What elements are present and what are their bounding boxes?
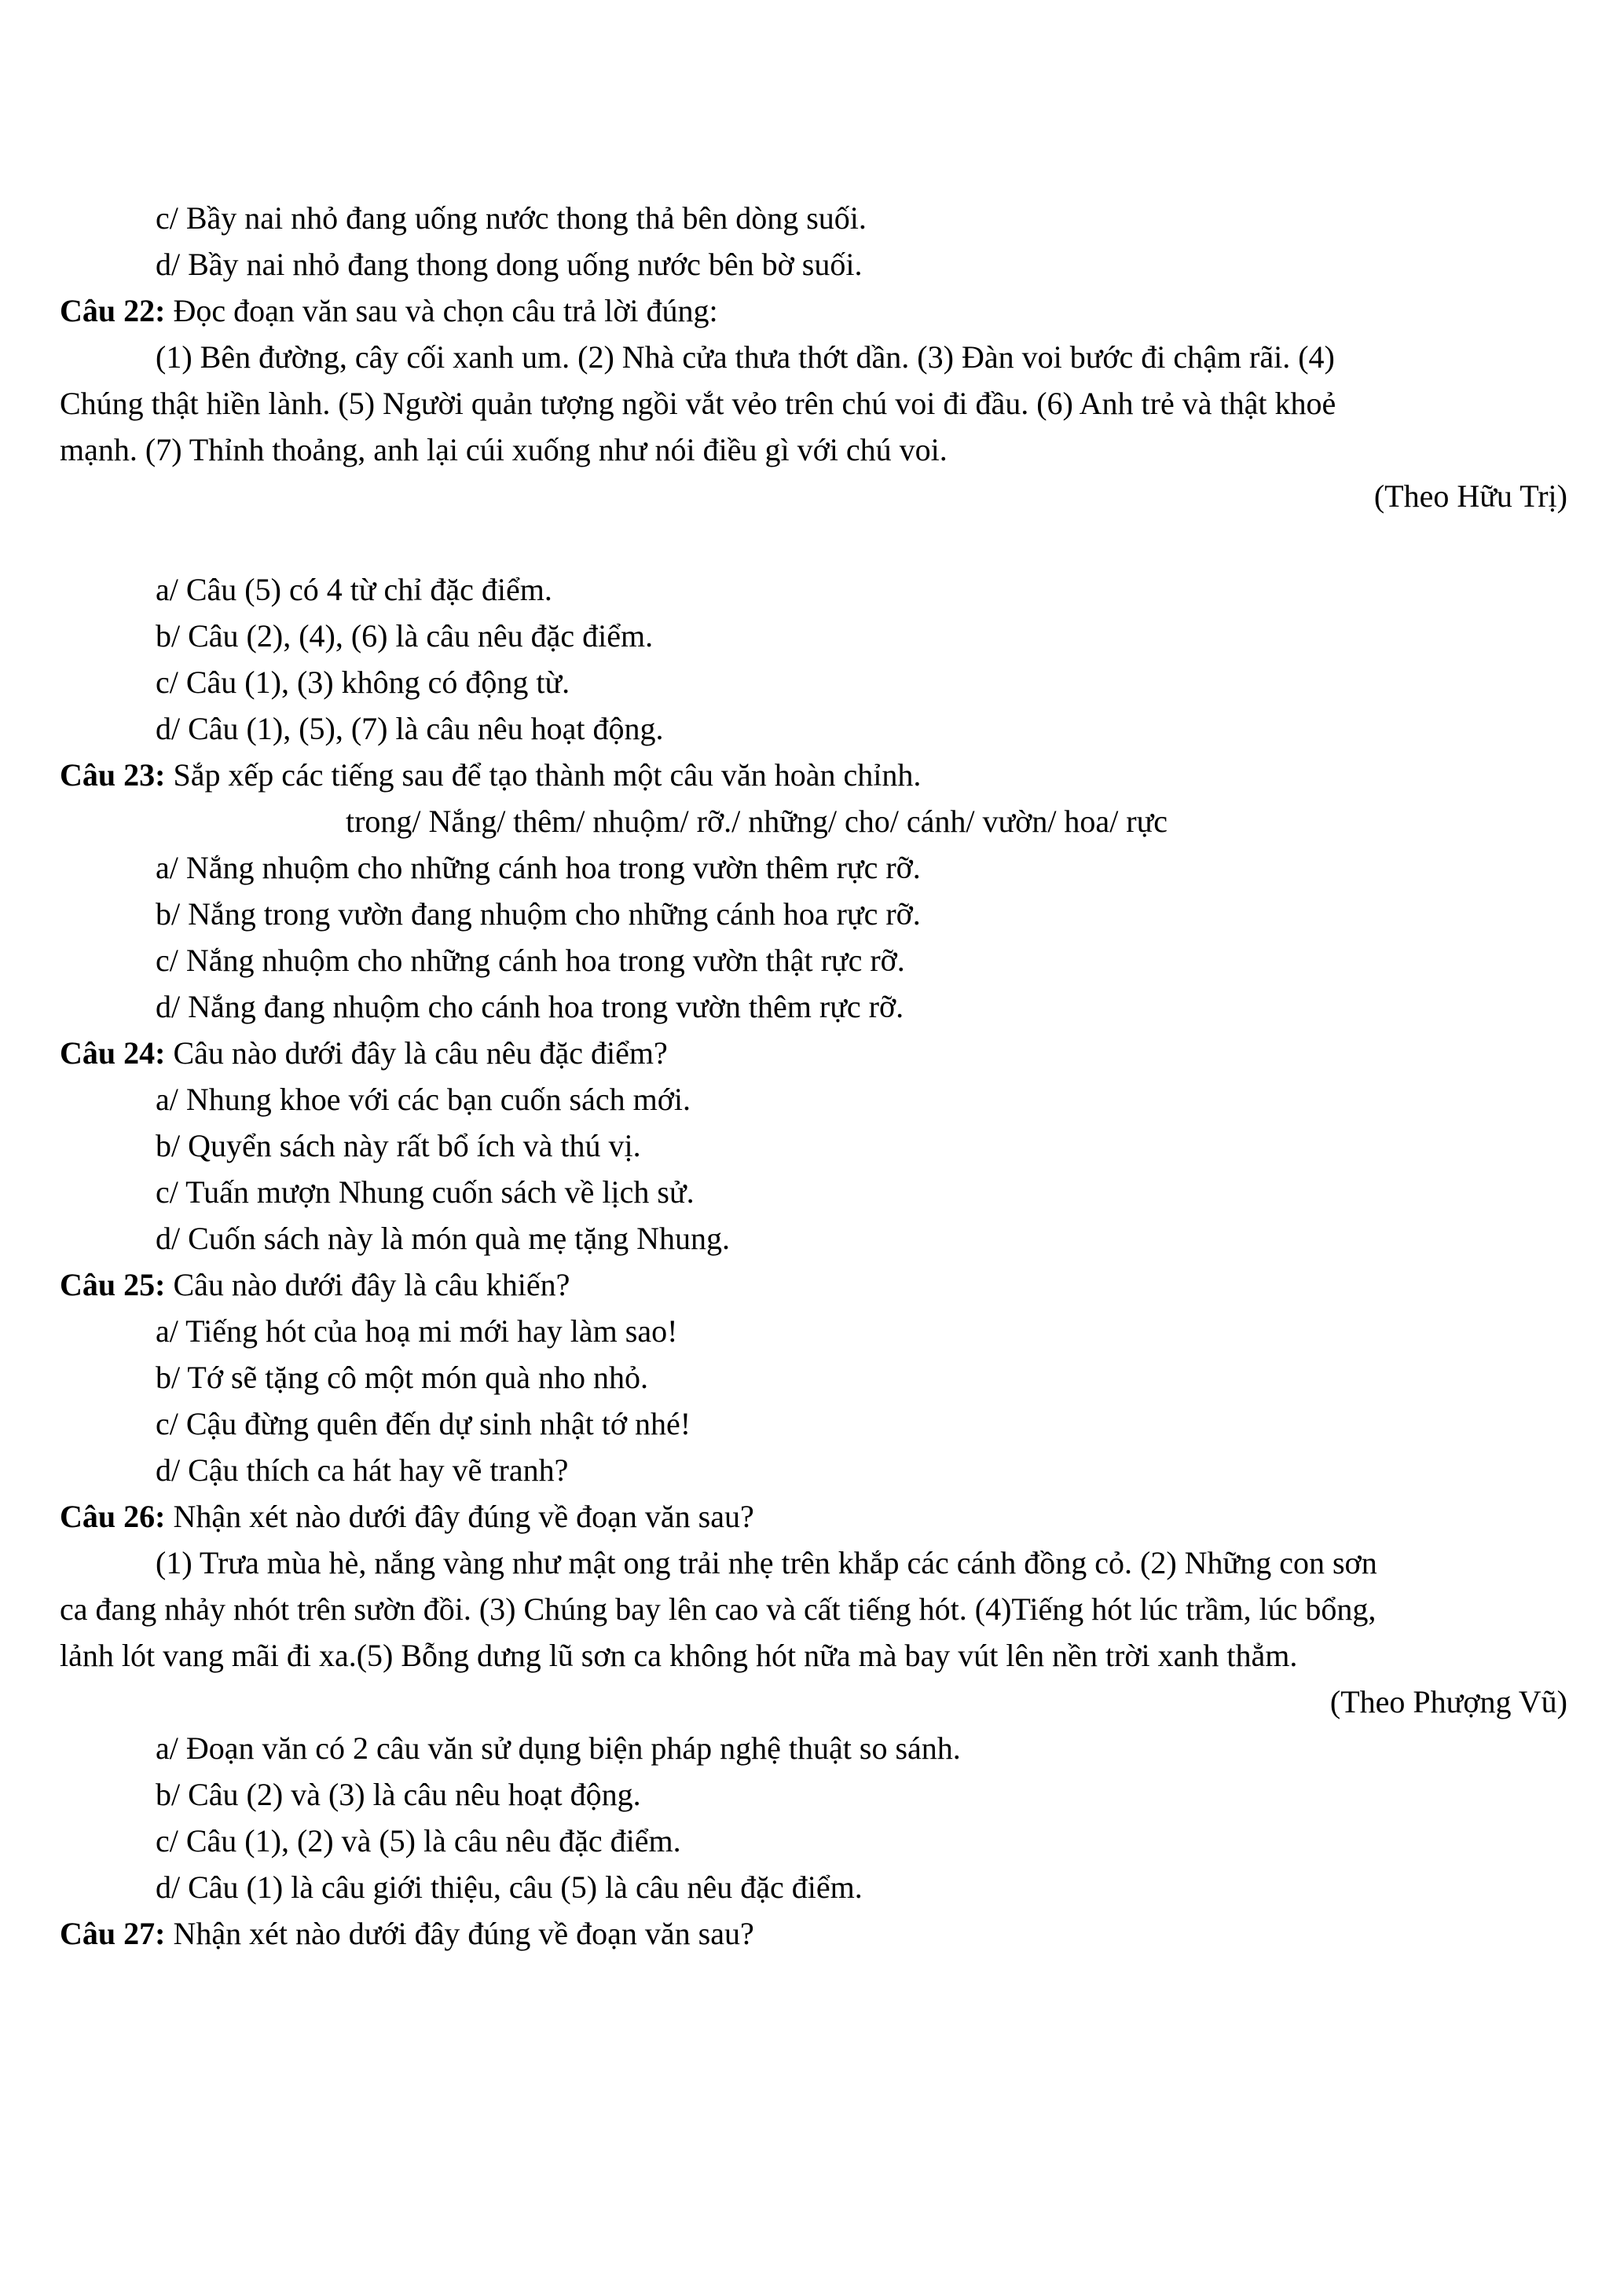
q26-option-a: a/ Đoạn văn có 2 câu văn sử dụng biện pháp nghệ thuật so sánh.: [156, 1730, 961, 1766]
q26-passage-line-2: ca đang nhảy nhót trên sườn đồi. (3) Chúng bay lên cao và cất tiếng hót. (4)Tiếng hót lúc trầm, lúc bổng,: [60, 1591, 1377, 1627]
q24-label: Câu 24:: [60, 1035, 166, 1071]
q27-question: [60, 1915, 754, 1953]
q22-option-b: b/ Câu (2), (4), (6) là câu nêu đặc điểm.: [156, 618, 654, 654]
q22-option-a: a/ Câu (5) có 4 từ chỉ đặc điểm.: [156, 572, 552, 607]
q25-question: [60, 1266, 570, 1304]
q24-option-d: d/ Cuốn sách này là món quà mẹ tặng Nhung.: [156, 1221, 730, 1256]
q26-label: Câu 26:: [60, 1499, 166, 1534]
q25-label: Câu 25:: [60, 1267, 166, 1302]
q23-option-c: c/ Nắng nhuộm cho những cánh hoa trong vườn thật rực rỡ.: [156, 943, 905, 978]
q26-passage-line-3: lảnh lót vang mãi đi xa.(5) Bỗng dưng lũ sơn ca không hót nữa mà bay vút lên nền trời xanh thẳm.: [60, 1638, 1298, 1673]
q22-passage-line-2: Chúng thật hiền lành. (5) Người quản tượng ngồi vắt vẻo trên chú voi đi đầu. (6) Anh trẻ và thật khoẻ: [60, 386, 1336, 421]
q25-option-b: b/ Tớ sẽ tặng cô một món quà nho nhỏ.: [156, 1360, 649, 1395]
q23-word-list: trong/ Nắng/ thêm/ nhuộm/ rỡ./ những/ cho/ cánh/ vườn/ hoa/ rực: [346, 804, 1168, 839]
q23-label: Câu 23:: [60, 757, 166, 793]
q26-passage-line-1: (1) Trưa mùa hè, nắng vàng như mật ong trải nhẹ trên khắp các cánh đồng cỏ. (2) Những con sơn: [156, 1545, 1377, 1580]
q26-text: Nhận xét nào dưới đây đúng về đoạn văn sau?: [165, 1499, 754, 1534]
q25-option-a: a/ Tiếng hót của hoạ mi mới hay làm sao!: [156, 1313, 678, 1349]
q22-text: Đọc đoạn văn sau và chọn câu trả lời đúng:: [165, 293, 718, 328]
q22-passage-line-1: (1) Bên đường, cây cối xanh um. (2) Nhà cửa thưa thớt dần. (3) Đàn voi bước đi chậm rãi. (4): [156, 339, 1335, 375]
q23-option-d: d/ Nắng đang nhuộm cho cánh hoa trong vườn thêm rực rỡ.: [156, 989, 904, 1024]
q25-text: Câu nào dưới đây là câu khiến?: [165, 1267, 570, 1302]
q24-text: Câu nào dưới đây là câu nêu đặc điểm?: [165, 1035, 668, 1071]
q26-question: [60, 1498, 754, 1536]
q26-option-c: c/ Câu (1), (2) và (5) là câu nêu đặc điểm.: [156, 1823, 681, 1858]
q22-source: (Theo Hữu Trị): [1373, 478, 1567, 514]
q23-option-a: a/ Nắng nhuộm cho những cánh hoa trong vườn thêm rực rỡ.: [156, 850, 921, 885]
q22-label: Câu 22:: [60, 293, 166, 328]
q23-text: Sắp xếp các tiếng sau để tạo thành một câu văn hoàn chỉnh.: [165, 757, 922, 793]
q26-option-d: d/ Câu (1) là câu giới thiệu, câu (5) là câu nêu đặc điểm.: [156, 1869, 863, 1905]
q25-option-d: d/ Cậu thích ca hát hay vẽ tranh?: [156, 1452, 569, 1488]
q26-source: (Theo Phượng Vũ): [1329, 1684, 1567, 1719]
q22-option-d: d/ Câu (1), (5), (7) là câu nêu hoạt động.: [156, 711, 664, 746]
q24-option-b: b/ Quyển sách này rất bổ ích và thú vị.: [156, 1128, 641, 1163]
q23-question: [60, 756, 921, 794]
q24-option-a: a/ Nhung khoe với các bạn cuốn sách mới.: [156, 1082, 691, 1117]
q25-option-c: c/ Cậu đừng quên đến dự sinh nhật tớ nhé!: [156, 1406, 691, 1441]
q22-passage-line-3: mạnh. (7) Thỉnh thoảng, anh lại cúi xuống như nói điều gì với chú voi.: [60, 432, 948, 467]
q24-question: [60, 1034, 668, 1072]
q24-option-c: c/ Tuấn mượn Nhung cuốn sách về lịch sử.: [156, 1174, 695, 1210]
q27-label: Câu 27:: [60, 1916, 166, 1951]
q27-text: Nhận xét nào dưới đây đúng về đoạn văn sau?: [165, 1916, 754, 1951]
q22-question: [60, 292, 718, 330]
q26-option-b: b/ Câu (2) và (3) là câu nêu hoạt động.: [156, 1777, 641, 1812]
q22-option-c: c/ Câu (1), (3) không có động từ.: [156, 665, 570, 700]
q21-option-d: d/ Bầy nai nhỏ đang thong dong uống nước bên bờ suối.: [156, 247, 863, 282]
q23-option-b: b/ Nắng trong vườn đang nhuộm cho những cánh hoa rực rỡ.: [156, 896, 921, 932]
q21-option-c: c/ Bầy nai nhỏ đang uống nước thong thả bên dòng suối.: [156, 200, 867, 236]
